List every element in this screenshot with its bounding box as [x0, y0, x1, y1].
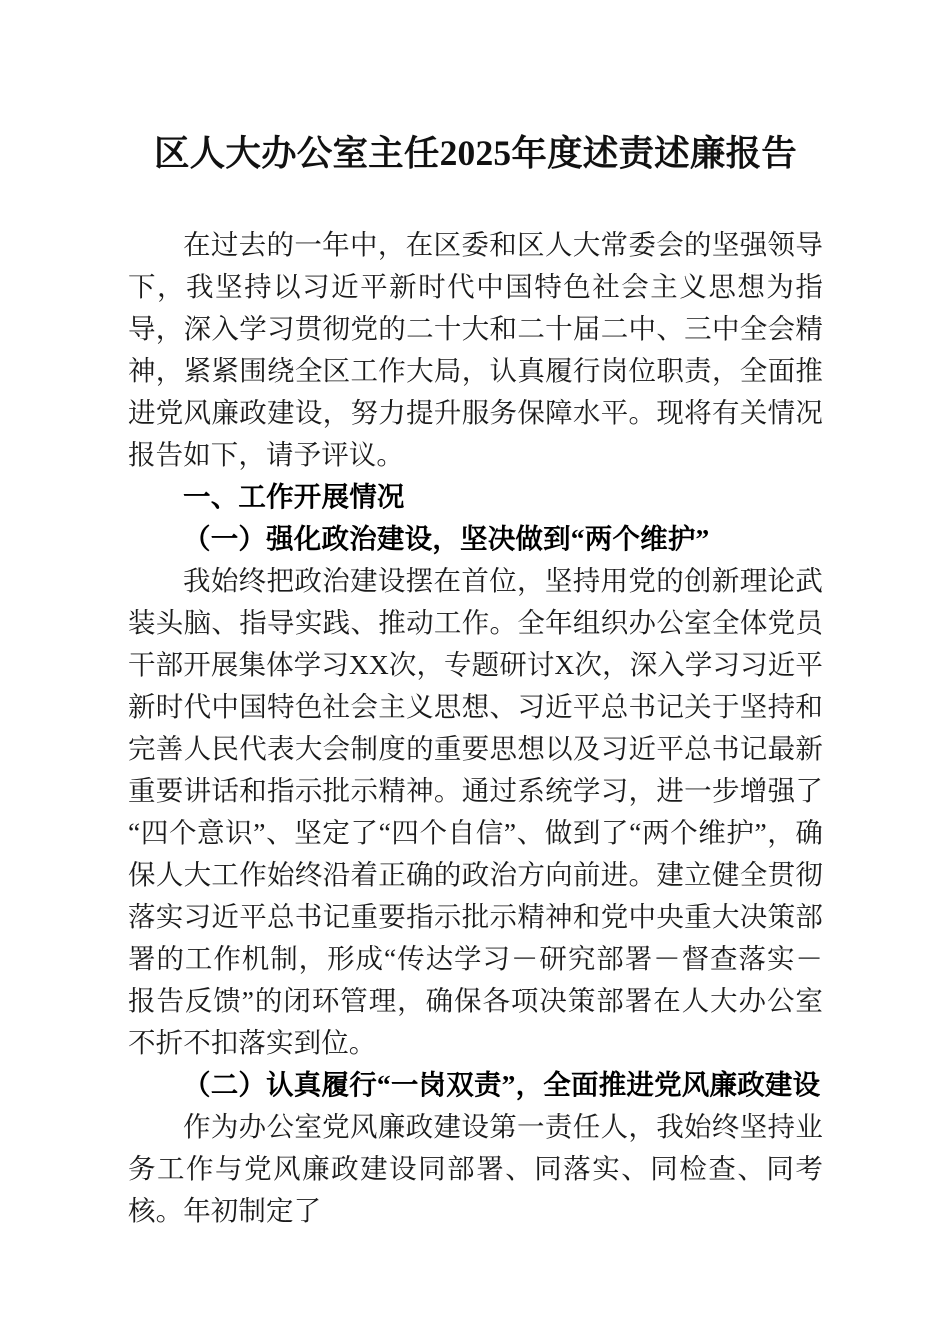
- subsection-1-1-body: 我始终把政治建设摆在首位，坚持用党的创新理论武装头脑、指导实践、推动工作。全年组织办公室全体党员干部开展集体学习XX次，专题研讨X次，深入学习习近平新时代中国特色社会主义思想、习近平总书记关于坚持和完善人民代表大会制度的重要思想以及习近平总书记最新重要讲话和指示批示精神。通过系统学习，进一步增强了“四个意识”、坚定了“四个自信”、做到了“两个维护”，确保人大工作始终沿着正确的政治方向前进。建立健全贯彻落实习近平总书记重要指示批示精神和党中央重大决策部署的工作机制，形成“传达学习－研究部署－督查落实－报告反馈”的闭环管理，确保各项决策部署在人大办公室不折不扣落实到位。: [128, 565, 823, 1058]
- page-title: 区人大办公室主任2025年度述责述廉报告: [153, 133, 797, 173]
- document-body: [128, 224, 823, 1232]
- title-spacer: [128, 179, 823, 224]
- subsection-1-2-body: 作为办公室党风廉政建设第一责任人，我始终坚持业务工作与党风廉政建设同部署、同落实、同检查、同考核。年初制定了: [128, 1111, 823, 1226]
- section-heading-1: 一、工作开展情况: [183, 481, 405, 512]
- subsection-heading-1-2: （二）认真履行“一岗双责”，全面推进党风廉政建设: [183, 1069, 821, 1100]
- intro-paragraph: 在过去的一年中，在区委和区人大常委会的坚强领导下，我坚持以习近平新时代中国特色社会主义思想为指导，深入学习贯彻党的二十大和二十届二中、三中全会精神，紧紧围绕全区工作大局，认真履行岗位职责，全面推进党风廉政建设，努力提升服务保障水平。现将有关情况报告如下，请予评议。: [128, 229, 823, 470]
- subsection-heading-1-1: （一）强化政治建设，坚决做到“两个维护”: [183, 523, 710, 554]
